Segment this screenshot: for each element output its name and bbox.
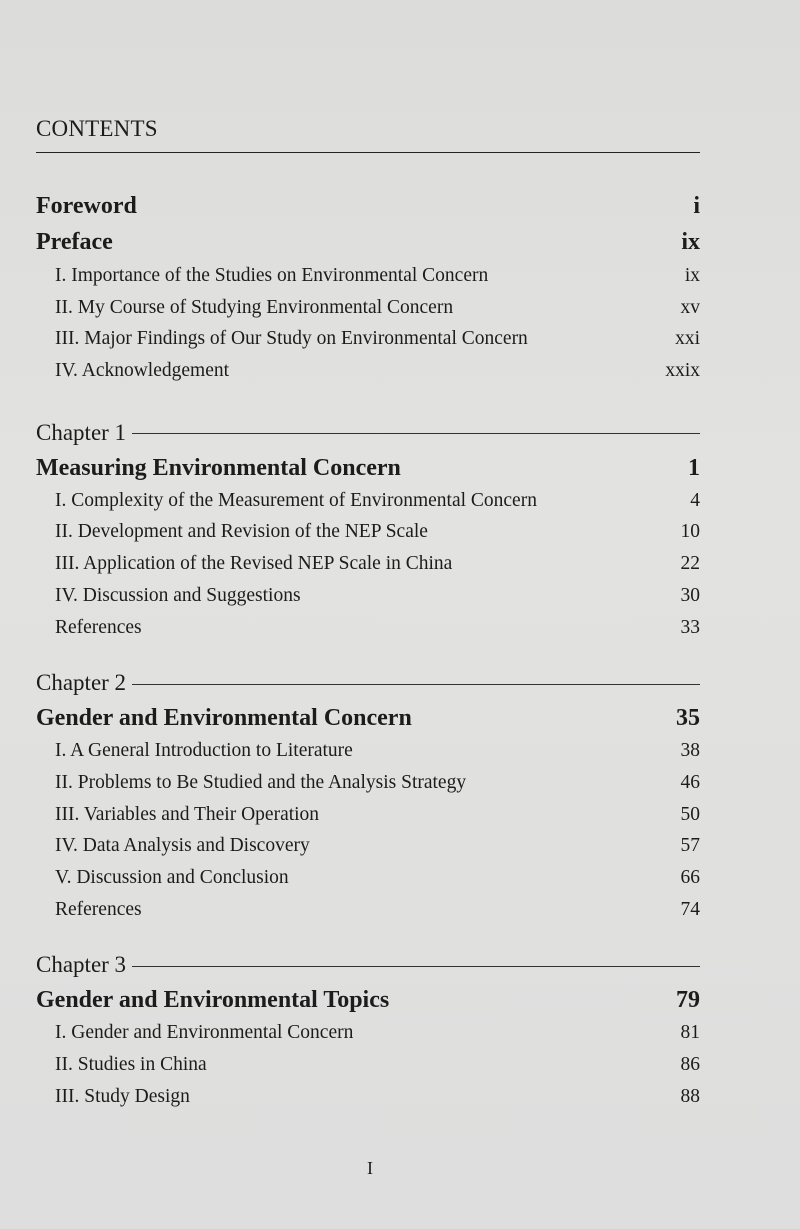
chapter-title-row xyxy=(36,701,700,735)
front-matter-entry xyxy=(36,188,700,224)
toc-item-page: 50 xyxy=(680,803,700,825)
chapter-rule xyxy=(132,684,700,685)
chapter-label: Chapter 3 xyxy=(36,952,127,978)
chapter-label-row xyxy=(36,415,700,451)
chapter-title: Measuring Environmental Concern xyxy=(36,454,401,481)
toc-item-title: II. My Course of Studying Environmental Concern xyxy=(55,296,454,318)
chapter-page: 35 xyxy=(676,705,700,732)
chapter-block xyxy=(36,415,700,643)
toc-item xyxy=(36,323,700,355)
toc-item xyxy=(36,735,700,767)
toc-item xyxy=(36,767,700,799)
toc-item-page: 74 xyxy=(680,898,700,920)
heading-rule xyxy=(36,152,700,153)
toc-item-title: III. Study Design xyxy=(55,1085,190,1107)
chapter-title-row xyxy=(36,451,700,485)
toc-item-page: 4 xyxy=(690,489,700,511)
toc-item-title: I. A General Introduction to Literature xyxy=(55,740,353,762)
toc-item xyxy=(36,1049,700,1081)
toc-item xyxy=(36,580,700,612)
toc-item-page: 30 xyxy=(680,584,700,606)
chapter-label: Chapter 2 xyxy=(36,670,127,696)
chapter-page: 1 xyxy=(688,454,700,481)
front-matter-entry-page: ix xyxy=(681,229,700,255)
toc-item xyxy=(36,1081,700,1113)
chapter-label: Chapter 1 xyxy=(36,419,127,445)
toc-item-title: II. Studies in China xyxy=(55,1054,207,1075)
toc-item-page: 38 xyxy=(680,740,700,762)
toc-item-page: 57 xyxy=(680,835,700,857)
toc-item-title: IV. Acknowledgement xyxy=(55,360,230,382)
toc-item-page: xxix xyxy=(665,360,700,382)
toc-item-title: III. Variables and Their Operation xyxy=(55,803,320,825)
toc-item-title: I. Importance of the Studies on Environmental Concern xyxy=(55,265,489,286)
toc-item xyxy=(36,548,700,580)
toc-item-title: I. Complexity of the Measurement of Environmental Concern xyxy=(55,489,537,511)
chapter-label-row xyxy=(36,947,700,983)
chapter-title: Gender and Environmental Topics xyxy=(36,987,390,1014)
toc-item xyxy=(36,1017,700,1049)
chapter-rule xyxy=(132,433,700,434)
toc-item-page: xxi xyxy=(675,328,700,350)
front-matter-entry-page: i xyxy=(693,193,700,219)
chapter-title-row xyxy=(36,983,700,1017)
contents-heading: CONTENTS xyxy=(36,116,158,141)
toc-item-title: II. Problems to Be Studied and the Analysis Strategy xyxy=(55,771,467,793)
toc-item xyxy=(36,516,700,548)
toc-item-page: 33 xyxy=(680,616,700,638)
toc-item xyxy=(36,355,700,387)
chapter-label-row xyxy=(36,665,700,701)
front-matter-entry-title: Foreword xyxy=(36,193,137,219)
toc-item xyxy=(36,862,700,894)
toc-item-title: III. Major Findings of Our Study on Environmental Concern xyxy=(55,328,528,350)
toc-item-title: V. Discussion and Conclusion xyxy=(55,866,289,888)
toc-item-title: III. Application of the Revised NEP Scale in China xyxy=(55,553,453,575)
toc-item xyxy=(36,485,700,517)
page-folio: I xyxy=(367,1158,373,1178)
toc-item xyxy=(36,260,700,292)
front-matter-entry-title: Preface xyxy=(36,229,113,255)
toc-item-title: II. Development and Revision of the NEP Scale xyxy=(55,521,428,543)
toc-item-page: 46 xyxy=(680,771,700,793)
front-matter-entry xyxy=(36,224,700,260)
toc-item-title: IV. Data Analysis and Discovery xyxy=(55,835,310,857)
toc-item-title: References xyxy=(55,898,142,920)
toc-item-title: I. Gender and Environmental Concern xyxy=(55,1022,354,1044)
chapter-page: 79 xyxy=(676,987,700,1014)
toc-item xyxy=(36,612,700,644)
toc-item-page: 81 xyxy=(680,1022,700,1044)
toc-item-title: References xyxy=(55,616,142,638)
toc-item xyxy=(36,292,700,324)
toc-item xyxy=(36,799,700,831)
chapter-title: Gender and Environmental Concern xyxy=(36,705,412,732)
toc-item-page: 10 xyxy=(680,521,700,543)
toc-item-page: ix xyxy=(684,265,700,286)
toc-item xyxy=(36,894,700,926)
chapter-block xyxy=(36,665,700,925)
toc-item-page: 86 xyxy=(680,1054,700,1075)
toc-item-title: IV. Discussion and Suggestions xyxy=(55,584,301,606)
chapter-block xyxy=(36,947,700,1112)
toc-item xyxy=(36,830,700,862)
toc-item-page: xv xyxy=(680,296,700,318)
toc-item-page: 22 xyxy=(680,553,700,575)
toc-item-page: 66 xyxy=(680,866,700,888)
toc-item-page: 88 xyxy=(680,1085,700,1107)
chapter-rule xyxy=(132,966,700,967)
table-of-contents xyxy=(36,188,700,1112)
